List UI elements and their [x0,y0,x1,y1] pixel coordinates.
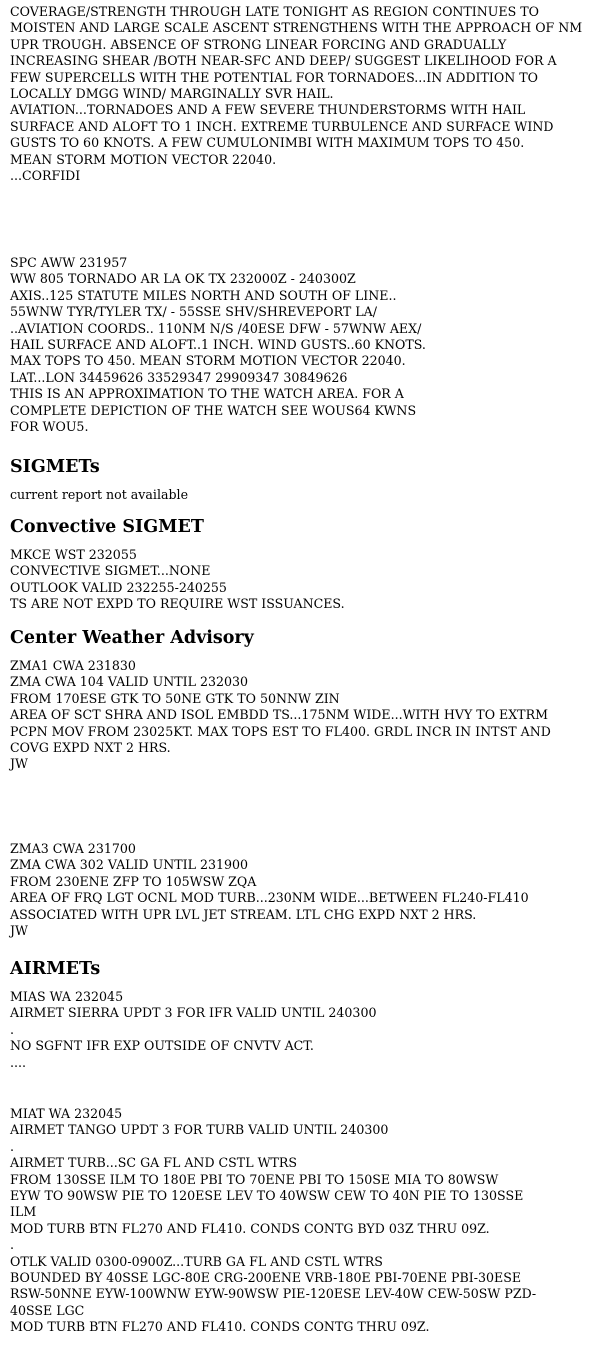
convective-sigmet-text: MKCE WST 232055 CONVECTIVE SIGMET...NONE OUTLOOK VALID 232255-240255 TS ARE NOT EXPD TO REQUIRE WST ISSUANCES. [10,547,345,612]
cwa-zma1-text: ZMA1 CWA 231830 ZMA CWA 104 VALID UNTIL 232030 FROM 170ESE GTK TO 50NE GTK TO 50NNW ZIN AREA OF SCT SHRA AND ISOL EMBDD TS...175NM WIDE...WITH HVY TO EXTRM PCPN MOV FROM 23025KT. MAX TOPS EST TO FL400. GRDL INCR IN INTST AND COVG EXPD NXT 2 HRS. JW [10,658,551,772]
sigmets-heading: SIGMETs [10,457,100,477]
airmet-sierra-text: MIAS WA 232045 AIRMET SIERRA UPDT 3 FOR IFR VALID UNTIL 240300 . NO SGFNT IFR EXP OUTSIDE OF CNVTV ACT. .... [10,989,377,1070]
convective-sigmet-heading: Convective SIGMET [10,517,204,537]
airmet-tango-text: MIAT WA 232045 AIRMET TANGO UPDT 3 FOR TURB VALID UNTIL 240300 . AIRMET TURB...SC GA FL AND CSTL WTRS FROM 130SSE ILM TO 180E PBI TO 70ENE PBI TO 150SE MIA TO 80WSW EYW TO 90WSW PIE TO 120ESE LEV TO 40WSW CEW TO 40N PIE TO 130SSE ILM MOD TURB BTN FL270 AND FL410. CONDS CONTG BYD 03Z THRU 09Z. . OTLK VALID 0300-0900Z...TURB GA FL AND CSTL WTRS BOUNDED BY 40SSE LGC-80E CRG-200ENE VRB-180E PBI-70ENE PBI-30ESE RSW-50NNE EYW-100WNW EYW-90WSW PIE-120ESE LEV-40W CEW-50SW PZD- 40SSE LGC MOD TURB BTN FL270 AND FL410. CONDS CONTG THRU 09Z. [10,1106,537,1335]
convective-outlook-text: COVERAGE/STRENGTH THROUGH LATE TONIGHT AS REGION CONTINUES TO MOISTEN AND LARGE SCALE ASCENT STRENGTHENS WITH THE APPROACH OF NM UPR TROUGH. ABSENCE OF STRONG LINEAR FORCING AND GRADUALLY INCREASING SHEAR /BOTH NEAR-SFC AND DEEP/ SUGGEST LIKELIHOOD FOR A FEW SUPERCELLS WITH THE POTENTIAL FOR TORNADOES...IN ADDITION TO LOCALLY DMGG WIND/ MARGINALLY SVR HAIL. AVIATION...TORNADOES AND A FEW SEVERE THUNDERSTORMS WITH HAIL SURFACE AND ALOFT TO 1 INCH. EXTREME TURBULENCE AND SURFACE WIND GUSTS TO 60 KNOTS. A FEW CUMULONIMBI WITH MAXIMUM TOPS TO 450. MEAN STORM MOTION VECTOR 22040. ...CORFIDI [10,4,583,184]
airmets-heading: AIRMETs [10,959,101,979]
cwa-heading: Center Weather Advisory [10,628,254,648]
sigmets-status: current report not available [10,487,189,502]
cwa-zma3-text: ZMA3 CWA 231700 ZMA CWA 302 VALID UNTIL 231900 FROM 230ENE ZFP TO 105WSW ZQA AREA OF FRQ LGT OCNL MOD TURB...230NM WIDE...BETWEEN FL240-FL410 ASSOCIATED WITH UPR LVL JET STREAM. LTL CHG EXPD NXT 2 HRS. JW [10,841,529,939]
watch-aww-text: SPC AWW 231957 WW 805 TORNADO AR LA OK TX 232000Z - 240300Z AXIS..125 STATUTE MILES NORTH AND SOUTH OF LINE.. 55WNW TYR/TYLER TX/ - 55SSE SHV/SHREVEPORT LA/ ..AVIATION COORDS.. 110NM N/S /40ESE DFW - 57WNW AEX/ HAIL SURFACE AND ALOFT..1 INCH. WIND GUSTS..60 KNOTS. MAX TOPS TO 450. MEAN STORM MOTION VECTOR 22040. LAT...LON 34459626 33529347 29909347 30849626 THIS IS AN APPROXIMATION TO THE WATCH AREA. FOR A COMPLETE DEPICTION OF THE WATCH SEE WOUS64 KWNS FOR WOU5. [10,255,426,435]
